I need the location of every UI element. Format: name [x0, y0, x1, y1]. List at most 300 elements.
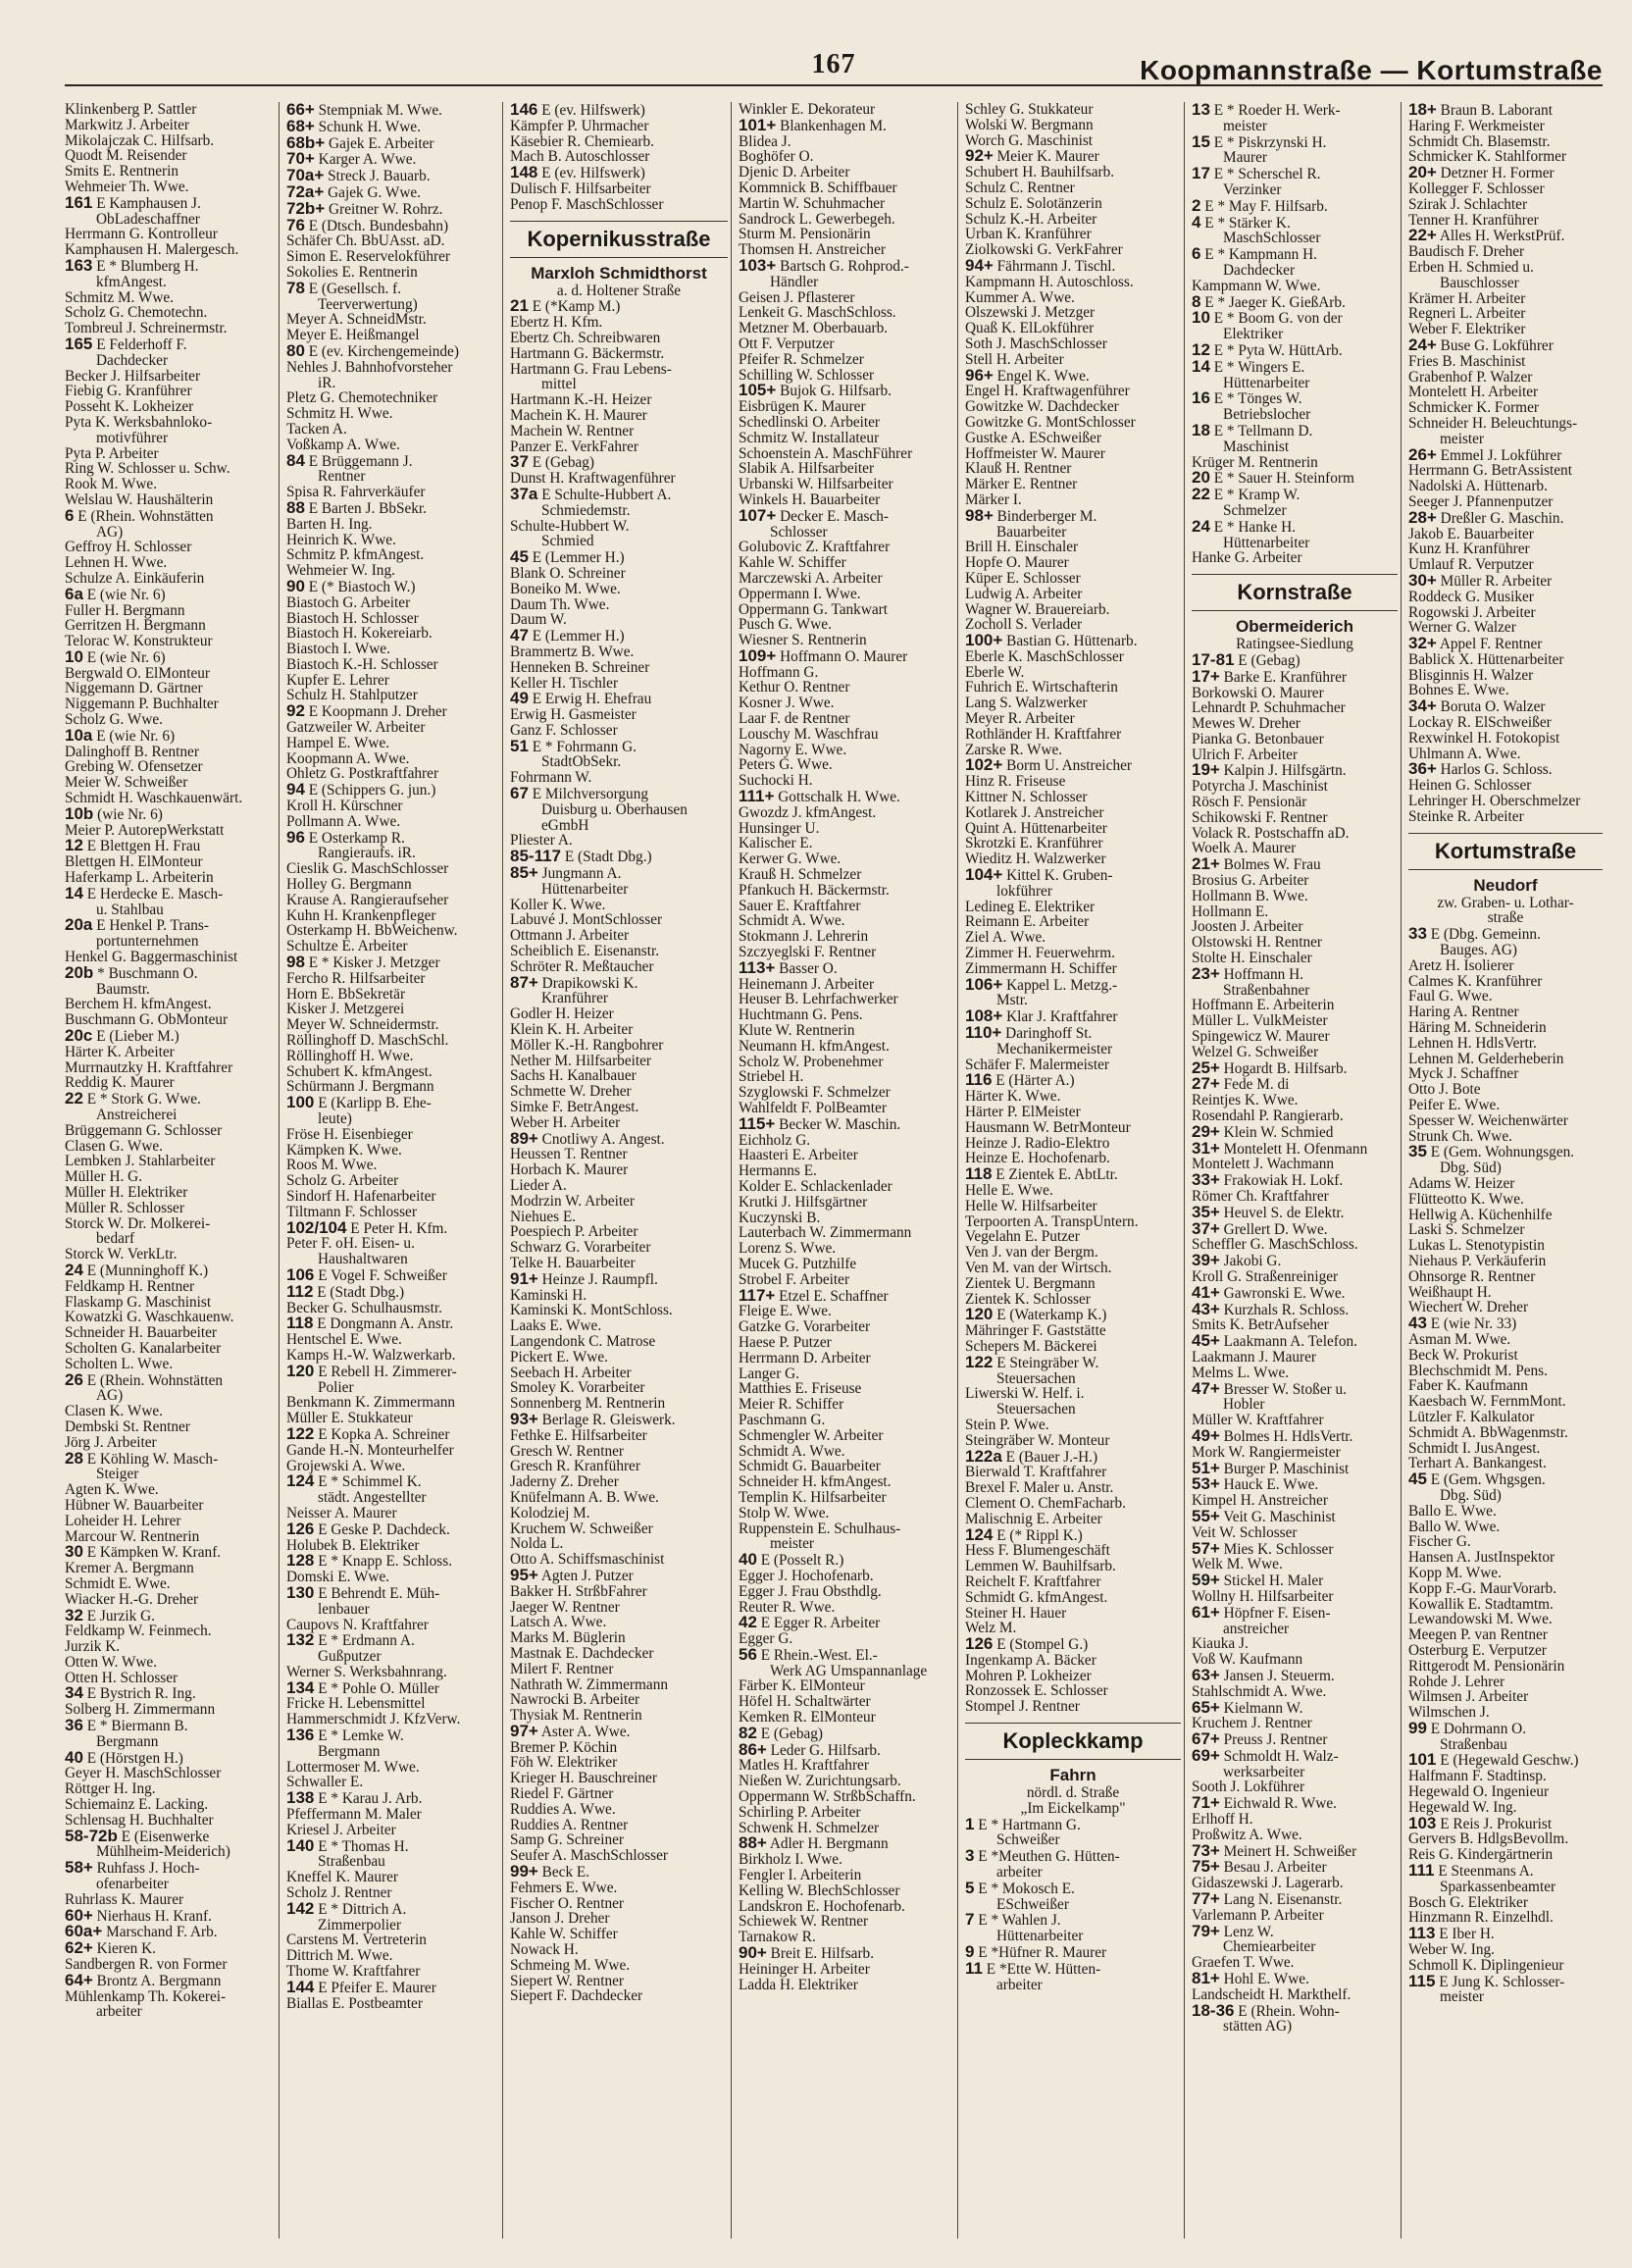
- entry-text: Gresch W. Rentner: [510, 1442, 624, 1460]
- house-number: 37a: [510, 484, 538, 503]
- entry-text: Woelk A. Maurer: [1192, 840, 1297, 857]
- entry-text: E * Roeder H. Werk-: [1209, 102, 1341, 119]
- entry-text: Welz M.: [965, 1620, 1017, 1637]
- resident-entry: [286, 1712, 499, 1727]
- entry-text: Schultze E. Arbeiter: [286, 938, 408, 955]
- resident-entry: [1192, 1765, 1398, 1780]
- house-number: 20+: [1408, 163, 1437, 182]
- house-number: 113+: [739, 957, 776, 977]
- entry-text: Müller W. Kraftfahrer: [1192, 1412, 1324, 1429]
- house-entry: [1192, 195, 1398, 215]
- resident-entry: [1408, 1989, 1603, 2005]
- house-number: 67: [510, 784, 529, 803]
- entry-text: Lang S. Walzwerker: [965, 695, 1088, 712]
- resident-entry: [286, 987, 499, 1003]
- resident-entry: [965, 1897, 1181, 1913]
- resident-entry: [65, 571, 276, 587]
- entry-text: Halfmann F. Stadtinsp.: [1408, 1768, 1547, 1785]
- resident-entry: [510, 1380, 728, 1396]
- entry-text: Hunsinger U.: [739, 819, 820, 837]
- entry-text: werksarbeiter: [1223, 1763, 1305, 1780]
- house-number: 12: [65, 836, 83, 855]
- resident-entry: [1408, 1348, 1603, 1364]
- entry-text: Wehmeier W. Ing.: [286, 562, 395, 580]
- resident-entry: [65, 1012, 276, 1028]
- entry-text: MaschSchlosser: [1223, 230, 1321, 247]
- entry-text: Krauß H. Schmelzer: [739, 866, 862, 884]
- resident-entry: [1408, 1910, 1603, 1926]
- entry-text: Feldkamp H. Rentner: [65, 1277, 195, 1295]
- entry-text: E (Rhein. Wohn-: [1234, 2002, 1340, 2020]
- entry-text: Schmied: [541, 533, 594, 550]
- house-entry: [65, 1369, 276, 1389]
- entry-text: Otten H. Schlosser: [65, 1669, 178, 1686]
- entry-text: Kommnick B. Schiffbauer: [739, 179, 897, 196]
- entry-text: Karger A. Wwe.: [314, 151, 417, 169]
- entry-text: Lehnen M. Gelderheberin: [1408, 1050, 1564, 1067]
- entry-text: Heinemann J. Arbeiter: [739, 975, 875, 993]
- entry-text: Schubert H. Bauhilfsarb.: [965, 164, 1115, 181]
- resident-entry: [1408, 1425, 1603, 1441]
- entry-text: Brosius G. Arbeiter: [1192, 872, 1309, 890]
- entry-text: E (Lemmer H.): [528, 549, 625, 567]
- entry-text: Jakob E. Bauarbeiter: [1408, 525, 1534, 542]
- house-entry: [1192, 1665, 1398, 1684]
- house-number: 58+: [65, 1858, 93, 1878]
- entry-text: Lieder A.: [510, 1177, 567, 1194]
- entry-text: Blettgen H. ElMonteur: [65, 853, 203, 871]
- resident-entry: [65, 1844, 276, 1860]
- house-entry: [1192, 291, 1398, 311]
- house-number: 99: [1408, 1718, 1427, 1737]
- entry-text: Otten W. Wwe.: [65, 1653, 158, 1671]
- resident-entry: [65, 1766, 276, 1781]
- resident-entry: [965, 1653, 1181, 1669]
- entry-text: Becker G. Schulhausmstr.: [286, 1299, 442, 1316]
- entry-text: Kelling W. BlechSchlosser: [739, 1881, 900, 1899]
- entry-text: Hauck E. Wwe.: [1219, 1476, 1319, 1494]
- resident-entry: [1408, 1176, 1603, 1192]
- resident-entry: [1192, 732, 1398, 747]
- resident-entry: [965, 711, 1181, 727]
- house-entry: [286, 278, 499, 297]
- entry-text: E * Scherschel R.: [1209, 166, 1321, 183]
- entry-text: Hoffmeister W. Maurer: [965, 444, 1105, 462]
- entry-text: Meegen P. van Rentner: [1408, 1626, 1548, 1644]
- entry-text: Boneiko M. Wwe.: [510, 580, 621, 597]
- house-number: 17-81: [1192, 649, 1235, 669]
- resident-entry: [739, 1962, 954, 1978]
- entry-text: E Jurzik G.: [82, 1607, 155, 1624]
- resident-entry: [510, 882, 728, 898]
- entry-text: Oppermann W. StrßbSchaffn.: [739, 1788, 916, 1806]
- resident-entry: [739, 1805, 954, 1821]
- entry-text: Langer G.: [739, 1365, 800, 1382]
- entry-text: Rittgerodt M. Pensionärin: [1408, 1657, 1565, 1675]
- house-number: 8: [1192, 291, 1201, 311]
- resident-entry: [286, 1079, 499, 1095]
- house-number: 15: [1192, 131, 1210, 151]
- house-number: 122: [965, 1352, 994, 1371]
- resident-entry: [286, 1760, 499, 1776]
- column-2: [279, 102, 499, 2239]
- house-number: 90+: [739, 1943, 767, 1963]
- entry-text: Nathrath W. Zimmermann: [510, 1675, 669, 1693]
- entry-text: E * Tellmann D.: [1209, 422, 1313, 439]
- resident-entry: [65, 2004, 276, 2020]
- resident-entry: [65, 1404, 276, 1419]
- resident-entry: [1192, 1876, 1398, 1891]
- resident-entry: [1408, 794, 1603, 809]
- resident-entry: [65, 759, 276, 775]
- resident-entry: [510, 1552, 728, 1568]
- resident-entry: [286, 1870, 499, 1885]
- resident-entry: [965, 1057, 1181, 1073]
- resident-entry: [65, 1388, 276, 1404]
- resident-entry: [965, 275, 1181, 290]
- entry-text: E (wie Nr. 6): [82, 586, 166, 603]
- entry-text: Siepert F. Dachdecker: [510, 1987, 643, 2005]
- entry-text: Reimann E. Arbeiter: [965, 913, 1090, 931]
- house-entry: [510, 1268, 728, 1288]
- entry-text: Simke F. BetrAngest.: [510, 1099, 639, 1116]
- house-entry: [739, 789, 954, 805]
- resident-entry: [739, 1023, 954, 1039]
- house-entry: [739, 383, 954, 399]
- entry-text: Bosch G. Elektriker: [1408, 1893, 1528, 1911]
- entry-text: E * Kramp W.: [1209, 487, 1300, 504]
- house-entry: [739, 1644, 954, 1664]
- entry-text: Templin K. Hilfsarbeiter: [739, 1488, 887, 1506]
- entry-text: Smoley K. Vorarbeiter: [510, 1379, 645, 1397]
- house-number: 72b+: [286, 198, 326, 218]
- entry-text: E (Karlipp B. Ehe-: [314, 1095, 432, 1112]
- entry-text: Klar J. Kraftfahrer: [1002, 1008, 1118, 1026]
- entry-text: Schmidt Ch. Blasemstr.: [1408, 132, 1551, 150]
- entry-text: Herrmann G. Kontrolleur: [65, 226, 218, 243]
- entry-text: Osterkamp H. BbWeichenw.: [286, 922, 458, 940]
- house-number: 21: [510, 296, 529, 316]
- house-entry: [965, 633, 1181, 649]
- entry-text: Hansen A. JustInspektor: [1408, 1549, 1556, 1567]
- resident-entry: [739, 617, 954, 633]
- resident-entry: [65, 997, 276, 1012]
- entry-text: Kuhn H. Krankenpfleger: [286, 906, 436, 924]
- house-number: 14: [65, 883, 83, 902]
- resident-entry: [510, 1115, 728, 1131]
- house-number: 53+: [1192, 1474, 1220, 1494]
- entry-text: E * Hartmann G.: [974, 1816, 1081, 1833]
- entry-text: Ven M. van der Wirtsch.: [965, 1259, 1112, 1276]
- entry-text: Polier: [318, 1378, 354, 1396]
- resident-entry: [965, 1418, 1181, 1433]
- house-entry: [65, 1605, 276, 1624]
- house-entry: [286, 827, 499, 847]
- entry-text: Milert F. Rentner: [510, 1660, 614, 1677]
- entry-text: Henkel G. Baggermaschinist: [65, 949, 238, 966]
- house-entry: [739, 645, 954, 665]
- resident-entry: [1408, 1441, 1603, 1457]
- resident-entry: [65, 1892, 276, 1908]
- resident-entry: [965, 1574, 1181, 1590]
- house-entry: [510, 849, 728, 865]
- house-entry: [739, 1615, 954, 1631]
- entry-text: Höpfner F. Eisen-: [1219, 1604, 1331, 1622]
- house-number: 77+: [1192, 1889, 1220, 1909]
- resident-entry: [510, 519, 728, 535]
- house-number: 134: [286, 1677, 315, 1697]
- resident-entry: [739, 1351, 954, 1366]
- house-entry: [65, 1970, 276, 1989]
- resident-entry: [739, 929, 954, 945]
- house-entry: [965, 1814, 1181, 1833]
- entry-text: Hollmann E.: [1192, 902, 1269, 920]
- entry-text: Brill H. Einschaler: [965, 539, 1079, 556]
- entry-text: E (Gebag): [756, 1725, 824, 1742]
- house-entry: [1192, 1572, 1398, 1589]
- house-entry: [965, 757, 1181, 774]
- house-number: 2: [1192, 195, 1201, 215]
- entry-text: Kampmann W. Wwe.: [1192, 277, 1321, 294]
- entry-text: E *Meuthen G. Hütten-: [974, 1848, 1120, 1866]
- resident-entry: [510, 1927, 728, 1942]
- entry-text: Ziel A. Wwe.: [965, 929, 1046, 947]
- entry-text: Reddig K. Maurer: [65, 1074, 175, 1092]
- resident-entry: [286, 1395, 499, 1411]
- entry-text: Meier P. AutorepWerkstatt: [65, 821, 225, 839]
- resident-entry: [510, 1210, 728, 1225]
- entry-text: Erwig H. Gasmeister: [510, 706, 637, 724]
- resident-entry: [286, 751, 499, 767]
- house-entry: [1192, 2000, 1398, 2020]
- house-number: 36: [65, 1716, 83, 1735]
- house-number: 5: [965, 1878, 975, 1897]
- entry-text: Quint A. Hüttenarbeiter: [965, 819, 1107, 837]
- entry-text: Küper E. Schlosser: [965, 569, 1081, 587]
- resident-entry: [510, 1396, 728, 1412]
- resident-entry: [739, 1085, 954, 1101]
- resident-entry: [286, 1332, 499, 1348]
- entry-text: Helle E. Wwe.: [965, 1181, 1053, 1199]
- resident-entry: [1408, 652, 1603, 668]
- entry-text: E (Stadt Dbg.): [313, 1283, 405, 1301]
- resident-entry: [1192, 536, 1398, 551]
- resident-entry: [1192, 716, 1398, 732]
- resident-entry: [65, 618, 276, 634]
- resident-entry: [1192, 795, 1398, 810]
- entry-text: Scholz W. Probenehmer: [739, 1053, 884, 1070]
- resident-entry: [739, 399, 954, 415]
- house-number: 115: [1408, 1971, 1436, 1990]
- entry-text: Kroll G. Straßenreiniger: [1192, 1267, 1339, 1285]
- resident-entry: [965, 1669, 1181, 1684]
- entry-text: Kolder E. Schlackenlader: [739, 1177, 892, 1195]
- house-number: 140: [286, 1835, 315, 1855]
- entry-text: Lauterbach W. Zimmermann: [739, 1224, 912, 1242]
- house-number: 100+: [965, 631, 1003, 650]
- resident-entry: [1192, 935, 1398, 951]
- resident-entry: [1192, 841, 1398, 856]
- resident-entry: [510, 1224, 728, 1240]
- house-entry: [286, 1790, 499, 1807]
- entry-text: Landskron E. Hochofenarb.: [739, 1897, 905, 1915]
- house-entry: [286, 1281, 499, 1301]
- house-number: 14: [1192, 356, 1210, 376]
- resident-entry: [965, 555, 1181, 571]
- entry-text: Rentner: [318, 468, 366, 486]
- entry-text: Heinze J. Radio-Elektro: [965, 1134, 1110, 1152]
- entry-text: Nowack H.: [510, 1941, 579, 1959]
- entry-text: E * Wahlen J.: [974, 1912, 1061, 1930]
- entry-text: Lukas L. Stenotypistin: [1408, 1237, 1545, 1255]
- resident-entry: [739, 1930, 954, 1945]
- house-entry: [286, 1835, 499, 1855]
- entry-text: Hobler: [1223, 1396, 1265, 1414]
- resident-entry: [739, 1678, 954, 1694]
- house-number: 85-117: [510, 847, 561, 866]
- entry-text: Varlemann P. Arbeiter: [1192, 1906, 1324, 1924]
- entry-text: Römer Ch. Kraftfahrer: [1192, 1188, 1329, 1205]
- resident-entry: [510, 1942, 728, 1958]
- entry-text: Steingräber W. Monteur: [965, 1431, 1110, 1449]
- entry-text: Faul G. Wwe.: [1408, 988, 1493, 1005]
- resident-entry: [965, 1105, 1181, 1120]
- house-number: 49+: [1192, 1425, 1220, 1445]
- house-number: 9: [965, 1942, 975, 1962]
- entry-text: E Henkel P. Trans-: [92, 917, 209, 935]
- resident-entry: [510, 1771, 728, 1786]
- house-number: 146: [510, 102, 538, 119]
- entry-text: E (* Rippl K.): [993, 1526, 1083, 1544]
- entry-text: E Felderhoff F.: [92, 335, 187, 353]
- resident-entry: [1192, 1317, 1398, 1333]
- entry-text: Schmidt A. BbWagenmstr.: [1408, 1423, 1568, 1441]
- entry-text: Heuser B. Lehrfachwerker: [739, 991, 898, 1008]
- resident-entry: [965, 1801, 1181, 1817]
- resident-entry: [1408, 291, 1603, 307]
- resident-entry: [739, 1444, 954, 1460]
- resident-entry: [1408, 1269, 1603, 1285]
- resident-entry: [286, 939, 499, 954]
- entry-text: Blechschmidt M. Pens.: [1408, 1362, 1548, 1379]
- house-entry: [1192, 1138, 1398, 1158]
- entry-text: Tenner H. Kranführer: [1408, 211, 1539, 229]
- house-entry: [1192, 1602, 1398, 1622]
- house-entry: [286, 1677, 499, 1697]
- house-entry: [510, 628, 728, 644]
- entry-text: E (ev. Hilfswerk): [537, 165, 645, 182]
- house-number: 30+: [1408, 570, 1437, 590]
- entry-text: Gußputzer: [318, 1648, 382, 1666]
- resident-entry: [65, 1655, 276, 1671]
- entry-text: Storck W. Dr. Molkerei-: [65, 1214, 211, 1232]
- resident-entry: [510, 1288, 728, 1304]
- resident-entry: [1408, 1942, 1603, 1958]
- resident-entry: [1408, 590, 1603, 605]
- resident-entry: [286, 877, 499, 893]
- resident-entry: [739, 149, 954, 165]
- entry-text: E (Lieber M.): [92, 1028, 179, 1046]
- resident-entry: [510, 346, 728, 362]
- house-entry: [1192, 1282, 1398, 1302]
- entry-text: Mühlenkamp Th. Kokerei-: [65, 1987, 227, 2005]
- resident-entry: [510, 612, 728, 628]
- house-number: 31+: [1192, 1138, 1220, 1158]
- resident-entry: [739, 1428, 954, 1444]
- entry-text: E * Mokosch E.: [974, 1880, 1075, 1897]
- entry-text: Schmiedemstr.: [541, 501, 631, 519]
- entry-text: Hampel E. Wwe.: [286, 734, 390, 751]
- entry-text: Biastoch H. Schlosser: [286, 609, 419, 627]
- resident-entry: [1408, 1378, 1603, 1394]
- entry-text: Schmidt A. Wwe.: [739, 912, 845, 930]
- entry-text: E Iber H.: [1435, 1926, 1495, 1943]
- entry-text: Smits E. Rentnerin: [65, 163, 178, 180]
- entry-text: Elektriker: [1223, 326, 1284, 343]
- entry-text: Schmengler W. Arbeiter: [739, 1426, 884, 1444]
- house-entry: [65, 1718, 276, 1734]
- entry-text: Ulrich F. Arbeiter: [1192, 746, 1298, 763]
- house-entry: [1192, 1057, 1398, 1077]
- resident-entry: [739, 851, 954, 867]
- house-number: 68b+: [286, 132, 326, 152]
- house-number: 43: [1408, 1314, 1427, 1333]
- resident-entry: [65, 446, 276, 462]
- entry-text: Blank O. Schreiner: [510, 564, 626, 582]
- entry-text: Cnotliwy A. Angest.: [537, 1130, 665, 1148]
- entry-text: Otto J. Bote: [1408, 1081, 1481, 1099]
- entry-text: Laakmann A. Telefon.: [1219, 1333, 1357, 1351]
- entry-text: E * Schimmel K.: [314, 1473, 422, 1491]
- entry-text: Tacken A.: [286, 420, 347, 438]
- resident-entry: [739, 1459, 954, 1474]
- house-entry: [1192, 1859, 1398, 1876]
- resident-entry: [65, 823, 276, 839]
- entry-text: Fethke E. Hilfsarbeiter: [510, 1426, 647, 1444]
- entry-text: Urban K. Kranführer: [965, 226, 1092, 243]
- resident-entry: [739, 1774, 954, 1789]
- entry-text: Voß W. Kaufmann: [1192, 1651, 1303, 1669]
- resident-entry: [286, 893, 499, 908]
- entry-text: Sachs H. Kanalbauer: [510, 1067, 637, 1085]
- entry-text: Bartsch G. Rohprod.-: [776, 257, 909, 275]
- resident-entry: [1408, 1394, 1603, 1410]
- resident-entry: [510, 1490, 728, 1506]
- entry-text: E (Dtsch. Bundesbahn): [304, 217, 449, 234]
- entry-text: Reintjes K. Wwe.: [1192, 1092, 1299, 1109]
- resident-entry: [65, 775, 276, 791]
- entry-text: Szirak J. Schlachter: [1408, 195, 1528, 213]
- resident-entry: [286, 1049, 499, 1064]
- resident-entry: [739, 1007, 954, 1023]
- resident-entry: [1408, 910, 1603, 926]
- resident-entry: [965, 914, 1181, 930]
- resident-entry: [1192, 1045, 1398, 1060]
- resident-entry: [1408, 416, 1603, 432]
- entry-text: Rothländer H. Kraftfahrer: [965, 725, 1122, 743]
- entry-text: Sokolies E. Rentnerin: [286, 263, 418, 281]
- entry-text: Müller R. Schlosser: [65, 1199, 184, 1216]
- resident-entry: [739, 680, 954, 696]
- house-entry: [965, 1878, 1181, 1897]
- house-number: 47+: [1192, 1378, 1220, 1398]
- entry-text: Suchocki H.: [739, 772, 813, 790]
- entry-text: Kummer A. Wwe.: [965, 288, 1075, 306]
- house-number: 71+: [1192, 1793, 1220, 1813]
- entry-text: Hoffmann E. Arbeiterin: [1192, 997, 1335, 1014]
- resident-entry: [739, 352, 954, 368]
- entry-text: Schmicker K. Former: [1408, 399, 1539, 417]
